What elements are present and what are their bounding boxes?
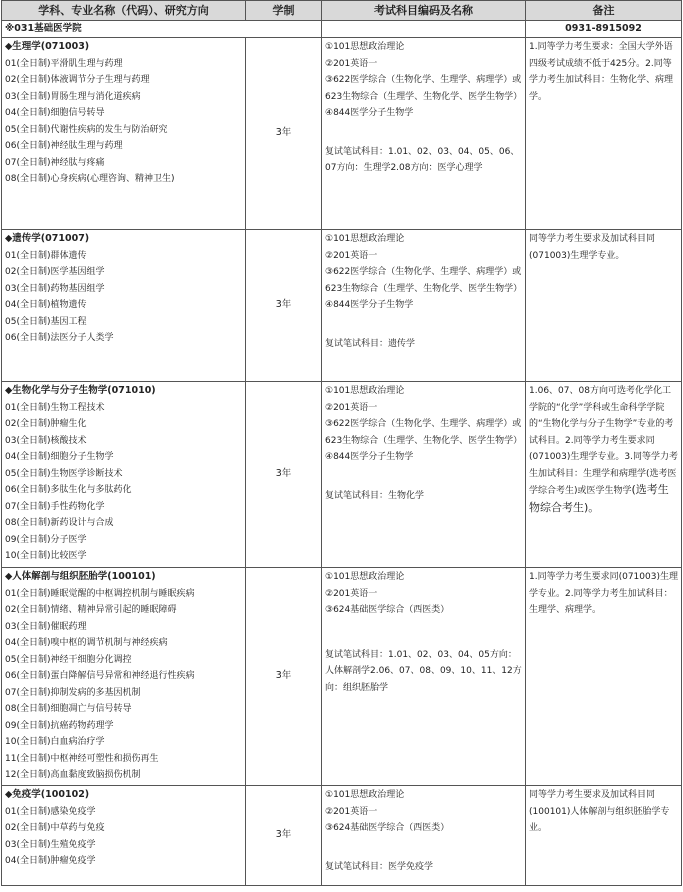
direction-item: 07(全日制)抑制发病的多基因机制 [5,687,141,698]
exam-cell [322,568,526,786]
direction-item: 01(全日制)平滑肌生理与药理 [5,58,123,69]
subject-cell [2,38,246,230]
exam-item: ③622医学综合（生物化学、生理学、病理学）或623生物综合（生理学、生物化学、医学生物学） [325,75,523,102]
note-text: 同等学力考生要求及加试科目同(100101)人体解剖与组织胚胎学专业。 [529,790,670,833]
subject-cell [2,568,246,786]
department-name: ※031基础医学院 [2,21,322,38]
exam-item: ③622医学综合（生物化学、生理学、病理学）或623生物综合（生理学、生物化学、医学生物学） [325,419,523,446]
header-years: 学制 [246,1,322,21]
direction-item: 05(全日制)生物医学诊断技术 [5,468,123,479]
years-cell: 3年 [246,568,322,786]
exam-cell [322,786,526,886]
direction-item: 04(全日制)植物遗传 [5,300,87,310]
note-text: 1.同等学力考生要求同(071003)生理学专业。2.同等学力考生加试科目：生理学、病理学。 [529,572,678,615]
direction-item: 01(全日制)群体遗传 [5,250,87,261]
direction-item: 05(全日制)代谢性疾病的发生与防治研究 [5,124,168,135]
years-cell: 3年 [246,230,322,382]
note-text-large: (选考生物综合考生)。 [529,483,669,514]
subject-row [2,38,682,230]
direction-item: 08(全日制)细胞凋亡与信号转导 [5,704,132,714]
department-row [2,21,682,38]
direction-item: 07(全日制)手性药物化学 [5,501,105,512]
years-cell: 3年 [246,38,322,230]
direction-item: 03(全日制)生殖免疫学 [5,839,96,850]
department-blank [322,21,526,38]
direction-item: 01(全日制)感染免疫学 [5,806,96,817]
subject-title: ◆生物化学与分子生物学(071010) [5,385,156,396]
notes-cell [526,38,682,230]
exam-item: ②201英语一 [325,58,378,69]
exam-item: ①101思想政治理论 [325,234,405,244]
direction-item: 02(全日制)情绪、精神异常引起的睡眠障碍 [5,605,177,615]
exam-item: ②201英语一 [325,588,378,599]
subject-title: ◆免疫学(100102) [5,789,90,800]
direction-item: 12(全日制)高血黏度致脑损伤机制 [5,770,141,780]
exam-item: ④844医学分子生物学 [325,452,414,462]
direction-item: 03(全日制)催眠药理 [5,621,87,632]
direction-item: 04(全日制)肿瘤免疫学 [5,856,96,866]
direction-item: 05(全日制)基因工程 [5,316,87,327]
subject-row [2,568,682,786]
exam-item: ①101思想政治理论 [325,42,405,52]
subject-cell [2,382,246,568]
subject-cell [2,786,246,886]
retest-text: 复试笔试科目：生物化学 [325,490,425,501]
direction-item: 06(全日制)法医分子人类学 [5,333,114,343]
exam-item: ③622医学综合（生物化学、生理学、病理学）或623生物综合（生理学、生物化学、医学生物学） [325,267,523,294]
direction-item: 01(全日制)生物工程技术 [5,402,105,413]
direction-item: 09(全日制)抗癌药物药理学 [5,720,114,731]
direction-item: 02(全日制)肿瘤生化 [5,419,87,429]
retest-text: 复试笔试科目：1.01、02、03、04、05方向：人体解剖学2.06、07、08、09、10、11、12方向：组织胚胎学 [325,649,522,693]
direction-item: 02(全日制)体液调节分子生理与药理 [5,75,150,85]
exam-item: ①101思想政治理论 [325,386,405,396]
header-notes: 备注 [526,1,682,21]
notes-cell [526,382,682,568]
direction-item: 06(全日制)蛋白降解信号异常和神经退行性疾病 [5,671,195,681]
subject-cell [2,230,246,382]
subject-title: ◆遗传学(071007) [5,233,90,244]
program-table [1,0,682,886]
exam-item: ③624基础医学综合（西医类） [325,823,450,833]
exam-cell [322,38,526,230]
header-exams: 考试科目编码及名称 [322,1,526,21]
direction-item: 02(全日制)中草药与免疫 [5,823,105,833]
direction-item: 05(全日制)神经干细胞分化调控 [5,654,132,665]
direction-item: 03(全日制)核酸技术 [5,435,87,446]
subject-row [2,786,682,886]
direction-item: 02(全日制)医学基因组学 [5,267,105,277]
direction-item: 03(全日制)胃肠生理与消化道疾病 [5,91,141,102]
note-text: 同等学力考生要求及加试科目同(071003)生理学专业。 [529,234,656,261]
retest-text: 复试笔试科目：医学免疫学 [325,861,434,872]
direction-item: 04(全日制)细胞信号转导 [5,108,105,118]
direction-item: 11(全日制)中枢神经可塑性和损伤再生 [5,753,159,764]
direction-item: 08(全日制)心身疾病(心理咨询、精神卫生) [5,174,175,184]
retest-text: 复试笔试科目：1.01、02、03、04、05、06、07方向：生理学2.08方向：医学心理学 [325,146,520,173]
header-row [2,1,682,21]
exam-item: ①101思想政治理论 [325,572,405,582]
exam-item: ①101思想政治理论 [325,790,405,800]
direction-item: 08(全日制)新药设计与合成 [5,518,114,528]
exam-cell [322,230,526,382]
subject-title: ◆人体解剖与组织胚胎学(100101) [5,571,156,582]
direction-item: 06(全日制)神经肽生理与药理 [5,141,123,151]
years-cell: 3年 [246,786,322,886]
note-text: 1.同等学力考生要求：全国大学外语四级考试成绩不低于425分。2.同等学力考生加试科目：生物化学、病理学。 [529,42,674,102]
notes-cell [526,568,682,786]
direction-item: 10(全日制)白血病治疗学 [5,737,105,747]
retest-text: 复试笔试科目：遗传学 [325,338,416,349]
direction-item: 03(全日制)药物基因组学 [5,283,105,294]
direction-item: 10(全日制)比较医学 [5,551,87,561]
direction-item: 06(全日制)多肽生化与多肽药化 [5,485,132,495]
direction-item: 04(全日制)嗅中枢的调节机制与神经疾病 [5,638,168,648]
exam-item: ③624基础医学综合（西医类） [325,605,450,615]
exam-item: ④844医学分子生物学 [325,108,414,118]
direction-item: 01(全日制)睡眠觉醒的中枢调控机制与睡眠疾病 [5,588,195,599]
exam-item: ④844医学分子生物学 [325,300,414,310]
direction-item: 07(全日制)神经肽与疼痛 [5,157,105,168]
notes-cell [526,786,682,886]
direction-item: 04(全日制)细胞分子生物学 [5,452,114,462]
direction-item: 09(全日制)分子医学 [5,534,87,545]
subject-row [2,230,682,382]
years-cell: 3年 [246,382,322,568]
notes-cell [526,230,682,382]
exam-cell [322,382,526,568]
subject-row [2,382,682,568]
exam-item: ②201英语一 [325,806,378,817]
note-text: 1.06、07、08方向可选考化学化工学院的“化学”学科或生命科学学院的“生物化学与分子生物学”专业的考试科目。2.同等学力考生要求同(071003)生理学专业。3.同等学力考生加试科目：生理学和病理学(选考医学综合考生)或医学生物学 [529,386,678,496]
department-phone: 0931-8915092 [526,21,682,38]
exam-item: ②201英语一 [325,250,378,261]
header-subject: 学科、专业名称（代码）、研究方向 [2,1,246,21]
subject-title: ◆生理学(071003) [5,41,90,52]
exam-item: ②201英语一 [325,402,378,413]
